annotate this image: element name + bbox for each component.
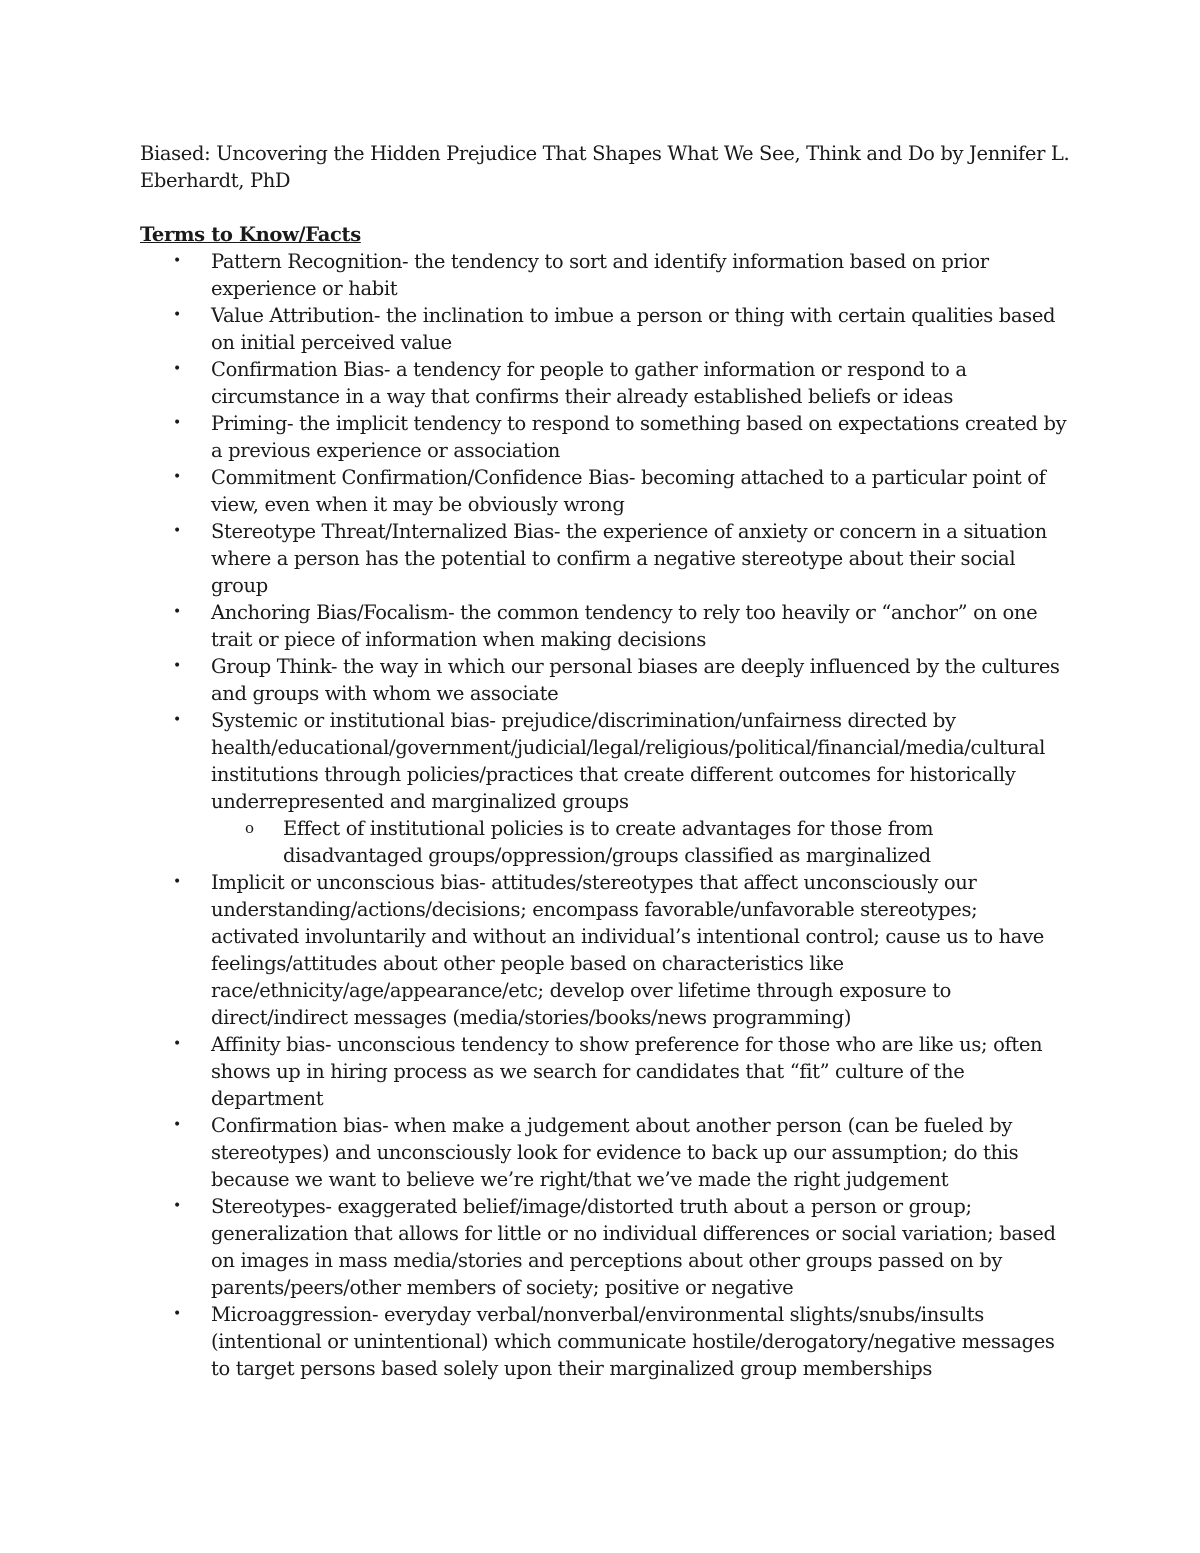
- term-list-item: [140, 653, 1070, 707]
- sub-list-item: [211, 815, 1070, 869]
- sub-list: [211, 815, 1070, 869]
- term-text: Stereotypes- exaggerated belief/image/distorted truth about a person or group; generalization that allows for little or no individual differences or social variation; based on images in mass media/stories and perceptions about other groups passed on by parents/peers/other members of society; positive or negative: [211, 1195, 1056, 1299]
- term-list-item: [140, 302, 1070, 356]
- circle-bullet-icon: o: [245, 819, 254, 837]
- term-text: Stereotype Threat/Internalized Bias- the experience of anxiety or concern in a situation where a person has the potential to confirm a negative stereotype about their social group: [211, 520, 1047, 597]
- term-text: Confirmation bias- when make a judgement about another person (can be fueled by stereotypes) and unconsciously look for evidence to back up our assumption; do this because we want to believe we’re right/that we’ve made the right judgement: [211, 1114, 1019, 1191]
- terms-list: [140, 248, 1070, 1382]
- term-text: Systemic or institutional bias- prejudice/discrimination/unfairness directed by health/educational/government/judicial/legal/religious/political/financial/media/cultural institutions through policies/practices that create different outcomes for historically underrepresented and marginalized groups: [211, 709, 1046, 813]
- term-list-item: [140, 1193, 1070, 1301]
- term-list-item: [140, 518, 1070, 599]
- bullet-icon: •: [173, 1117, 181, 1133]
- term-list-item: [140, 707, 1070, 869]
- bullet-icon: •: [173, 523, 181, 539]
- bullet-icon: •: [173, 253, 181, 269]
- term-list-item: [140, 464, 1070, 518]
- bullet-icon: •: [173, 658, 181, 674]
- bullet-icon: •: [173, 604, 181, 620]
- sub-item-text: Effect of institutional policies is to create advantages for those from disadvantaged groups/oppression/groups classified as marginalized: [283, 817, 934, 867]
- term-list-item: [140, 356, 1070, 410]
- bullet-icon: •: [173, 1036, 181, 1052]
- bullet-icon: •: [173, 361, 181, 377]
- term-list-item: [140, 1031, 1070, 1112]
- bullet-icon: •: [173, 307, 181, 323]
- term-list-item: [140, 410, 1070, 464]
- bullet-icon: •: [173, 712, 181, 728]
- term-text: Confirmation Bias- a tendency for people to gather information or respond to a circumstance in a way that confirms their already established beliefs or ideas: [211, 358, 967, 408]
- section-heading: Terms to Know/Facts: [140, 223, 361, 246]
- term-list-item: [140, 248, 1070, 302]
- bullet-icon: •: [173, 415, 181, 431]
- term-text: Value Attribution- the inclination to imbue a person or thing with certain qualities based on initial perceived value: [211, 304, 1056, 354]
- bullet-icon: •: [173, 1306, 181, 1322]
- bullet-icon: •: [173, 469, 181, 485]
- bullet-icon: •: [173, 874, 181, 890]
- term-list-item: [140, 869, 1070, 1031]
- term-text: Group Think- the way in which our personal biases are deeply influenced by the cultures and groups with whom we associate: [211, 655, 1060, 705]
- term-text: Affinity bias- unconscious tendency to show preference for those who are like us; often shows up in hiring process as we search for candidates that “fit” culture of the department: [211, 1033, 1043, 1110]
- term-text: Anchoring Bias/Focalism- the common tendency to rely too heavily or “anchor” on one trait or piece of information when making decisions: [211, 601, 1038, 651]
- term-text: Microaggression- everyday verbal/nonverbal/environmental slights/snubs/insults (intentional or unintentional) which communicate hostile/derogatory/negative messages to target persons based solely upon their marginalized group memberships: [211, 1303, 1055, 1380]
- document-page: [140, 140, 1070, 1382]
- term-text: Implicit or unconscious bias- attitudes/stereotypes that affect unconsciously our understanding/actions/decisions; encompass favorable/unfavorable stereotypes; activated involuntarily and without an individual’s intentional control; cause us to have feelings/attitudes about other people based on characteristics like race/ethnicity/age/appearance/etc; develop over lifetime through exposure to direct/indirect messages (media/stories/books/news programming): [211, 871, 1044, 1029]
- bullet-icon: •: [173, 1198, 181, 1214]
- term-text: Priming- the implicit tendency to respond to something based on expectations created by a previous experience or association: [211, 412, 1067, 462]
- document-title: Biased: Uncovering the Hidden Prejudice That Shapes What We See, Think and Do by Jennifer L. Eberhardt, PhD: [140, 142, 1070, 192]
- term-list-item: [140, 1301, 1070, 1382]
- term-list-item: [140, 1112, 1070, 1193]
- term-text: Pattern Recognition- the tendency to sort and identify information based on prior experience or habit: [211, 250, 989, 300]
- term-text: Commitment Confirmation/Confidence Bias- becoming attached to a particular point of view, even when it may be obviously wrong: [211, 466, 1046, 516]
- term-list-item: [140, 599, 1070, 653]
